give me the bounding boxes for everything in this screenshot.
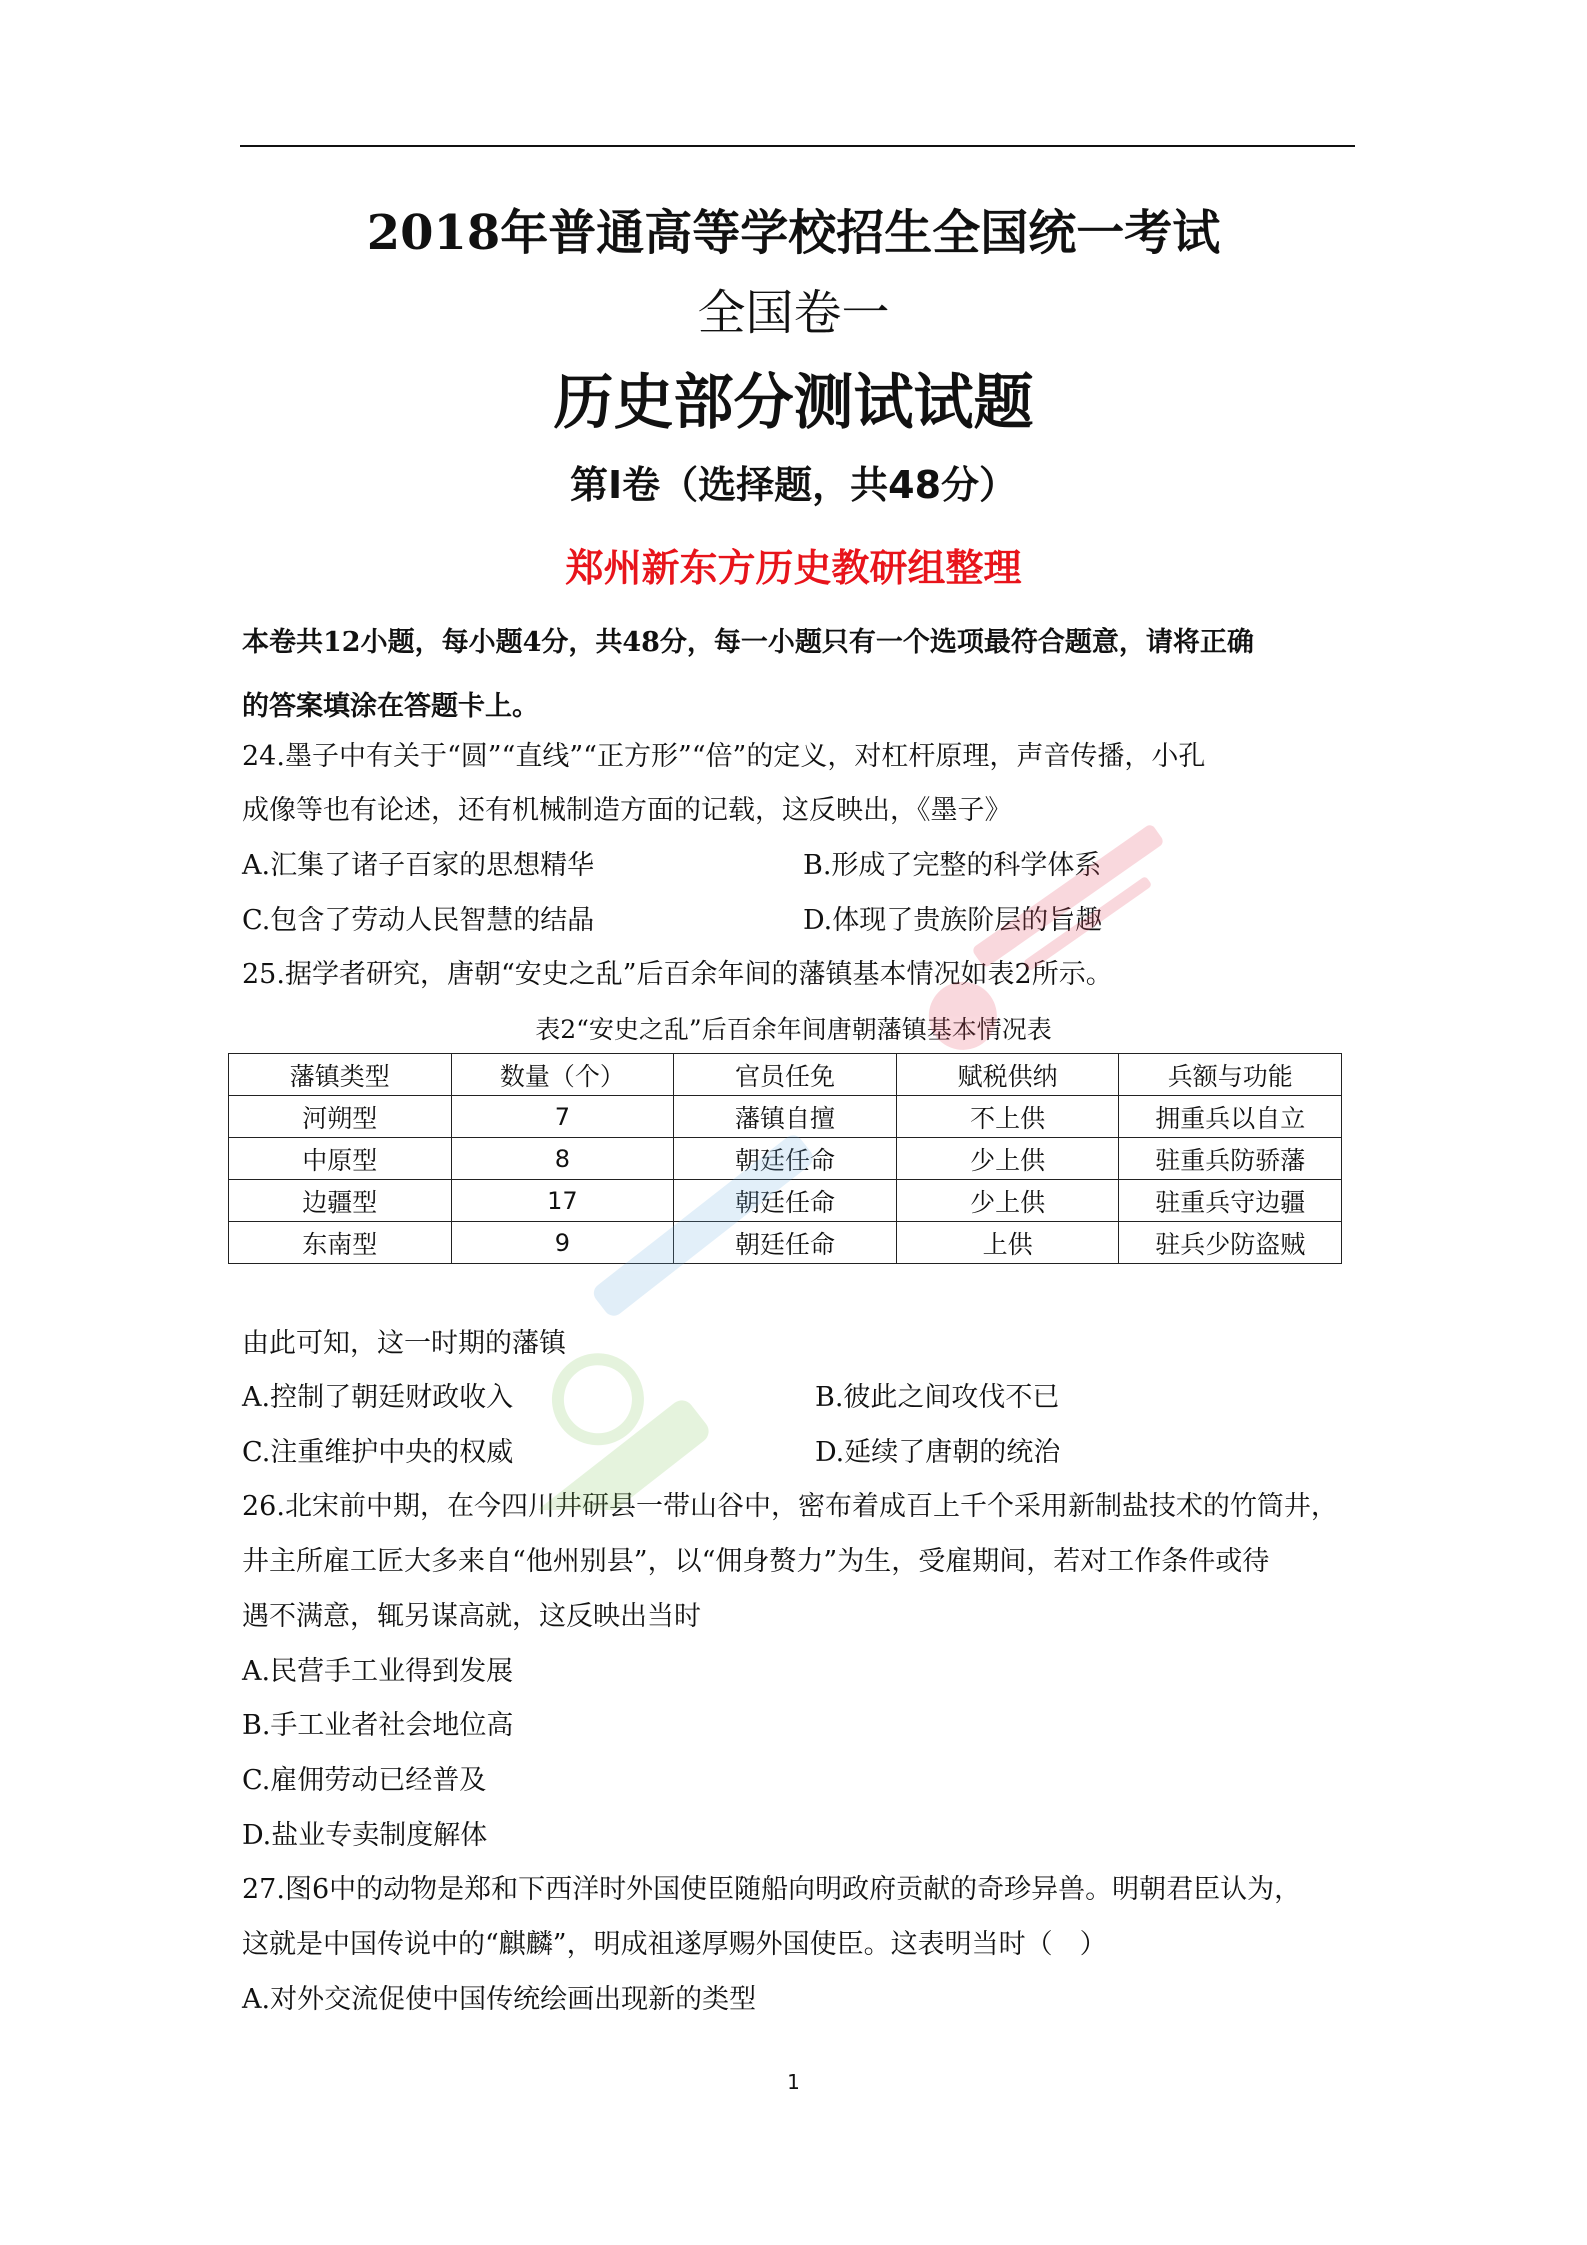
q26-option-c: C.雇佣劳动已经普及 (242, 1765, 487, 1796)
table-cell: 不上供 (896, 1096, 1119, 1138)
table-cell: 边疆型 (229, 1180, 452, 1222)
page-number: 1 (787, 2070, 800, 2094)
table-cell: 17 (451, 1180, 674, 1222)
table-row (229, 1138, 1342, 1180)
table-header-cell: 官员任免 (674, 1054, 897, 1096)
table-cell: 少上供 (896, 1180, 1119, 1222)
section-title: 第Ⅰ卷（选择题，共48分） (569, 463, 1018, 507)
header-rule (240, 145, 1355, 147)
q24-stem-line2: 成像等也有论述，还有机械制造方面的记载，这反映出，《墨子》 (242, 795, 1012, 826)
q26-option-a: A.民营手工业得到发展 (242, 1656, 514, 1687)
table-header-cell: 兵额与功能 (1119, 1054, 1342, 1096)
q27-option-a: A.对外交流促使中国传统绘画出现新的类型 (242, 1984, 757, 2015)
table-cell: 少上供 (896, 1138, 1119, 1180)
table-caption: 表2“安史之乱”后百余年间唐朝藩镇基本情况表 (535, 1015, 1052, 1044)
subject-title: 历史部分测试试题 (553, 368, 1034, 438)
q26-option-d: D.盐业专卖制度解体 (242, 1820, 488, 1851)
table-cell: 8 (451, 1138, 674, 1180)
q24-option-a: A.汇集了诸子百家的思想精华 (242, 850, 595, 881)
table-cell: 上供 (896, 1222, 1119, 1264)
q24-option-d: D.体现了贵族阶层的旨趣 (803, 905, 1103, 936)
q25-option-a: A.控制了朝廷财政收入 (242, 1382, 514, 1413)
table-cell: 驻重兵防骄藩 (1119, 1138, 1342, 1180)
table-cell: 驻重兵守边疆 (1119, 1180, 1342, 1222)
organizer-credit: 郑州新东方历史教研组整理 (565, 546, 1022, 590)
q25-option-b: B.彼此之间攻伐不已 (815, 1382, 1060, 1413)
table-header-cell: 数量（个） (451, 1054, 674, 1096)
table-cell: 朝廷任命 (674, 1138, 897, 1180)
table-cell: 7 (451, 1096, 674, 1138)
q26-option-b: B.手工业者社会地位高 (242, 1710, 514, 1741)
table-cell: 中原型 (229, 1138, 452, 1180)
q25-option-d: D.延续了唐朝的统治 (815, 1437, 1061, 1468)
table-row (229, 1222, 1342, 1264)
table-cell: 拥重兵以自立 (1119, 1096, 1342, 1138)
q25-option-c: C.注重维护中央的权威 (242, 1437, 514, 1468)
table-cell: 东南型 (229, 1222, 452, 1264)
table-row (229, 1180, 1342, 1222)
q24-stem-line1: 24.墨子中有关于“圆”“直线”“正方形”“倍”的定义，对杠杆原理，声音传播，小孔 (242, 741, 1206, 772)
q26-stem-line1: 26.北宋前中期，在今四川井研县一带山谷中，密布着成百上千个采用新制盐技术的竹筒井， (242, 1491, 1338, 1522)
q24-option-b: B.形成了完整的科学体系 (803, 850, 1102, 881)
q27-stem-line1: 27.图6中的动物是郑和下西洋时外国使臣随船向明政府贡献的奇珍异兽。明朝君臣认为， (242, 1874, 1302, 1905)
instructions-line2: 的答案填涂在答题卡上。 (242, 691, 539, 722)
table-header-cell: 赋税供纳 (896, 1054, 1119, 1096)
table-cell: 9 (451, 1222, 674, 1264)
fanzhen-table (228, 1053, 1342, 1264)
table-cell: 朝廷任命 (674, 1180, 897, 1222)
q27-stem-line2: 这就是中国传说中的“麒麟”，明成祖遂厚赐外国使臣。这表明当时（ ） (242, 1929, 1107, 1960)
instructions-line1: 本卷共12小题，每小题4分，共48分，每一小题只有一个选项最符合题意，请将正确 (242, 627, 1254, 658)
q25-stem-line1: 25.据学者研究，唐朝“安史之乱”后百余年间的藩镇基本情况如表2所示。 (242, 959, 1113, 990)
table-header-row (229, 1054, 1342, 1096)
table-cell: 河朔型 (229, 1096, 452, 1138)
q24-option-c: C.包含了劳动人民智慧的结晶 (242, 905, 595, 936)
table-cell: 藩镇自擅 (674, 1096, 897, 1138)
table-cell: 驻兵少防盗贼 (1119, 1222, 1342, 1264)
exam-title: 2018年普通高等学校招生全国统一考试 (366, 205, 1221, 261)
table-header-cell: 藩镇类型 (229, 1054, 452, 1096)
table-row (229, 1096, 1342, 1138)
q26-stem-line3: 遇不满意，辄另谋高就，这反映出当时 (242, 1601, 701, 1632)
paper-name: 全国卷一 (697, 285, 890, 341)
table-cell: 朝廷任命 (674, 1222, 897, 1264)
q25-stem-line2: 由此可知，这一时期的藩镇 (242, 1328, 566, 1359)
q26-stem-line2: 井主所雇工匠大多来自“他州别县”，以“佣身赘力”为生，受雇期间，若对工作条件或待 (242, 1546, 1270, 1577)
